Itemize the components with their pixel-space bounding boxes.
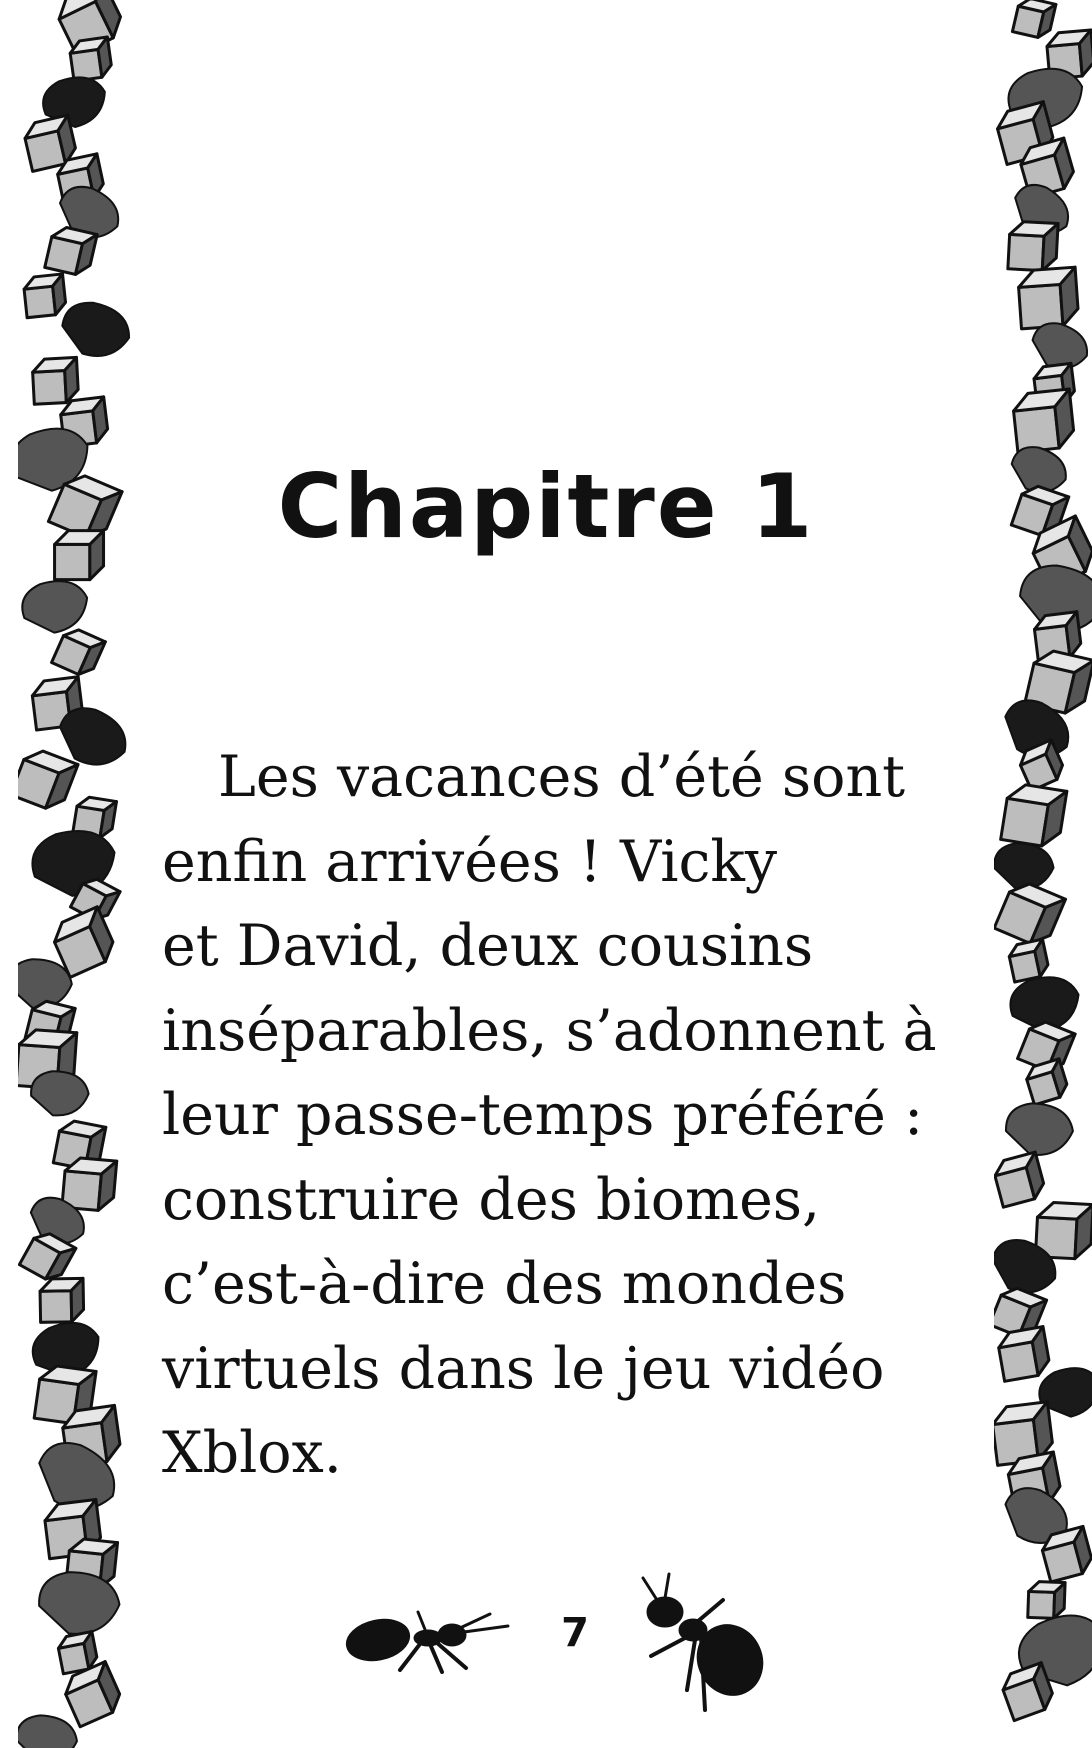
right-decorative-border bbox=[994, 0, 1092, 1748]
page-footer bbox=[0, 1570, 1092, 1720]
body-line: Les vacances d’été sont bbox=[218, 744, 906, 810]
ant-icon bbox=[635, 1570, 775, 1715]
body-line: virtuels dans le jeu vidéo bbox=[162, 1335, 885, 1402]
body-line: leur passe-temps préféré : bbox=[162, 1082, 924, 1148]
cube-icon bbox=[1007, 939, 1050, 982]
left-decorative-border bbox=[18, 0, 138, 1748]
rock-icon bbox=[994, 842, 1054, 890]
rock-icon bbox=[30, 1069, 90, 1117]
cube-icon bbox=[1008, 221, 1058, 271]
cube-icon bbox=[1012, 0, 1056, 40]
cube-icon bbox=[1001, 782, 1067, 848]
chapter-title: Chapitre 1 bbox=[277, 455, 815, 558]
cube-icon bbox=[994, 1152, 1047, 1207]
cube-icon bbox=[1012, 389, 1075, 452]
chapter-body-text bbox=[162, 735, 962, 1496]
ant-icon bbox=[340, 1598, 520, 1678]
rock-icon bbox=[1005, 1102, 1074, 1156]
cube-icon bbox=[23, 274, 67, 318]
cube-icon bbox=[18, 746, 78, 814]
rock-icon bbox=[59, 299, 133, 360]
page-number: 7 bbox=[561, 1610, 589, 1656]
cube-icon bbox=[994, 878, 1065, 949]
body-line: c’est-à-dire des mondes bbox=[162, 1251, 847, 1317]
body-line: inséparables, s’adonnent à bbox=[162, 997, 937, 1064]
cube-icon bbox=[1024, 1059, 1070, 1105]
body-line: construire des biomes, bbox=[162, 1166, 821, 1233]
cube-icon bbox=[45, 225, 97, 277]
cube-icon bbox=[32, 357, 79, 404]
cube-icon bbox=[1017, 267, 1079, 329]
body-line: enfin arrivées ! Vicky bbox=[162, 828, 778, 895]
body-line: Xblox. bbox=[162, 1420, 342, 1486]
cube-icon bbox=[40, 1278, 84, 1322]
cube-icon bbox=[1028, 1581, 1065, 1618]
cube-icon bbox=[52, 625, 106, 679]
body-line: et David, deux cousins bbox=[162, 913, 814, 979]
cube-icon bbox=[996, 1327, 1051, 1382]
